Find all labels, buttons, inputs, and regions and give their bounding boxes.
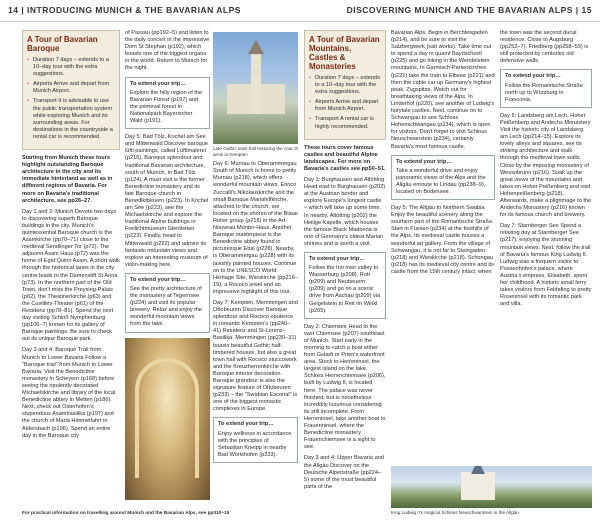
tour-box-list — [309, 75, 381, 131]
body-paragraph: Day 3 and 4: Baroque Trail from Munich to Lower Bavaria Follow a "Baroque trail" from Munich to Lower Bavaria. Visit the Benedictine monastery in Scheyern (p168) before seeing the opulently decorated Michaelskirche and library of the local Benedictine abbey in Metten (p186). Next, check out Osterhofen's stupendous Asambasilika (p197) and the church of Mariä Himmelfahrt in Aldersbach (p196). Spend an entire day in the Baroque city — [22, 347, 116, 439]
body-paragraph: Day 2: Chiemsee Head to the vast Chiemsee (p207) southeast of Munich. Start early in the morning to catch a boat either from Gstadt or Prien's waterfront area. Stock to Herreninsel, the largest island on the lake. Schloss Herrenchiemsee (p206), built by Ludwig II, is located here. The palace was never finished, but is nonetheless incredibly luxurious considering its still incomplete. From Herreninsel, take another boat to Frauenninsel, where the Benedictine monastery Frauenchiemsee is a sight to see. — [304, 323, 386, 451]
body-paragraph: of Passau (pp192–5) and listen to the daily concert in the impressive Dom St Stephan (p192), which boasts one of the biggest organs in the world. Return to Munich for the night. — [125, 30, 210, 72]
body-paragraph: Day 1: Burghausen and Altötting Head east to Burghausen (p202) at the Austrian border and explore Europe's longest castle – which will take up some time. In nearby, Altötting (p202) the Heilige Kapelle, which houses the famous Black Madonna is one of Germany's oldest Marian shrines and is worth a visit. — [304, 177, 386, 247]
extend-trip-title: To extend your trip… — [309, 255, 365, 262]
body-paragraph: Day 3 and 4: Upper Bavaria and the Allgäu Discover on the Deutsche Alpenstraße (pp224–5) some of the most beautiful parts of the — [304, 455, 384, 490]
castle-keep — [461, 472, 495, 500]
body-paragraph: Day 5: The Allgäu to Northern Swabia Enjoy the beautiful scenery along the southern part of the Romantische Straße. Start in Füssen (p234) at the foothills of the Alps. Its medieval castle houses a wonderful art gallery. From the village of Schwangau, it is not far to Steingaden (p218) and Wieskirche (p218). Schongau (p218) has its medieval city centre and its castle from the 15th century intact; when — [391, 205, 494, 275]
tour-box-item: • Transport A rental car is highly recommended. — [309, 116, 381, 130]
column-3 — [213, 30, 298, 500]
tour-box-item: • Duration 7 days – extends to a 10–day tour with the extra suggestions. — [309, 75, 381, 96]
building-tower — [251, 54, 261, 114]
tour-box-item: • Airports Arrive and depart from Munich Airport. — [309, 99, 381, 113]
arch-shape — [135, 358, 199, 478]
town-hall-photo — [213, 32, 298, 144]
extend-trip-title: To extend your trip… — [396, 158, 452, 165]
tour-intro: These tours cover famous castles and beautiful Alpine landscapes. For more on Bavaria's castles see pp50–51. — [304, 144, 386, 172]
tour-box-baroque — [22, 30, 120, 150]
extend-trip-box — [213, 417, 298, 462]
header-left: 14 | INTRODUCING MUNICH & THE BAVARIAN ALPS — [8, 5, 241, 15]
extend-trip-box — [391, 155, 495, 200]
extend-trip-box — [500, 69, 592, 107]
column-4 — [304, 30, 386, 508]
column-2 — [125, 30, 210, 500]
castle-spire — [471, 466, 485, 474]
column-6 — [500, 30, 592, 490]
extend-trip-title: To extend your trip… — [130, 80, 186, 87]
extend-trip-text: See the pretty architecture of the monastery at Tegernsee (p224) and visit its popular brewery. Relax and enjoy the wonderful mountain views from the lake. — [130, 286, 203, 328]
tour-box-list — [27, 57, 115, 141]
tour-box-title: A Tour of Bavarian Mountains, Castles & Monasteries — [309, 35, 380, 71]
extend-trip-box — [304, 252, 386, 319]
column-1 — [22, 30, 120, 508]
body-paragraph: the town was the second ducal residence. Close to Augsburg (pp252–7), Friedberg (pp258–59) is still protected by centuries old defensive walls. — [500, 30, 589, 65]
extend-trip-title: To extend your trip… — [130, 276, 186, 283]
extend-trip-title: To extend your trip… — [218, 421, 274, 428]
extend-trip-text: Explore the hilly region of the Bavarian Forest (p197) and the primeval forest in Nationalpark Bayerischer Wald (p191). — [130, 89, 203, 125]
tour-box-item: • Duration 7 days – extends to a 10–day tour with the extra suggestions. — [27, 57, 115, 78]
tour-box-item: • Airports Arrive and depart from Munich Airport. — [27, 81, 115, 95]
extend-trip-box — [125, 77, 210, 130]
extend-trip-text: Enjoy wellness in accordance with the principles of Sebastian Kneipp in nearby Bad Wörishofen (p233). — [218, 430, 292, 458]
page-footer: For practical information on travelling around Munich and the Bavarian Alps, see pp310–15 — [22, 511, 230, 516]
theatre-interior-photo — [125, 338, 210, 500]
extend-trip-box — [125, 273, 210, 333]
body-paragraph: Day 7: Starnberger See Spend a relaxing day at Starnberger See (p217), enjoying the stunning mountain views. Next, follow the trail of Bavaria's famous King Ludwig II. Ludwig was a frequent visitor to Possenhofen's palace, where Austria's empress, Elisabeth, spent her childhood. A historic small ferry takes visitors from Feldafing to pretty Roseninsel with its romantic park and villa. — [500, 223, 592, 308]
extend-trip-text: Follow the Inn river valley to Wasserburg (p208), Rott (p209) and Neubeuern (p209) and go on a scenic drive from Aschau (p209) via Geigelstein to Reit im Winkl (p205). — [309, 265, 381, 314]
photo-caption: King Ludwig II's magical Schloss Neuschwanstein in the Allgäu — [391, 510, 519, 515]
body-paragraph: Day 5: Bad Tölz, Kochel am See and Mittenwald Discover baroque lüftl paintings, called Lüftlmalerei (p216), Baroque splendour and traditional Bavarian architecture, south of Munich, in Bad Tölz (p124). A must visit is the former Benedictine monastery and its late Baroque church in Benediktbeuern (p223). In Kochel am See (p223), see the Michaelskirche and explore the traditional Alpine buildings in Freilichtmuseum Glentleiten (p223). Finally, head to Mittenwald (p222) and admire its fantastic mountain views and explore an interesting museum of violin-making here. — [125, 134, 209, 268]
tour-box-title: A Tour of Bavarian Baroque — [27, 35, 98, 53]
column-5 — [391, 30, 495, 490]
tour-box-item: • Transport It is advisable to use the public transportation system while exploring Munich and its surrounding areas. For destinations in the countryside a rental car is recommended. — [27, 98, 115, 141]
extend-trip-text: Take a wonderful drive and enjoy panoramic views of the Alps and the Allgäu enroute to Lindau (pp238–9), located on Bodensee. — [396, 167, 486, 195]
body-paragraph: Day 1 and 2: Munich Devote two days to discovering superb Baroque buildings in the city. Munich's quintessential Baroque church is the Asamkirche (pp70–71) close to the medieval Sendlinger Tor (p72). The adjacent Asam Haus (p72) was the home of Egid Quirin Asam. A short walk through the historical lanes in the city centre leads to the Damenstift St Anna (p73). In the northern part of the Old Town, don't miss the Preysing-Palais (p62), the Theatinerkirche (p63) and the Cuvilliés-Theater (p61) of the Residenz (pp78–81). Spend the next day visiting Schloß Nymphenburg (pp106–7) known for its gallery of Baroque paintings. Be sure to check out its unique Baroque park. — [22, 208, 120, 343]
body-paragraph: Day 6: Murnau to Oberammergau South of Munich is home to pretty Murnau (p218), which offers wonderful mountain views. Enrico Zuccalli's Nikolauskirche and the small Baroque Mariahilfkirche, attached to the church, are located on the shores of the Blaue Reiter group (p218) in the Art Nouveau Münter-Haus. Another Baroque masterpiece is the Benedictine abbey found in picturesque Ettal (p228). Nearby, is Oberammergau (p228) with its lavishly painted houses. Continue on to the UNESCO World Heritage Site, Wieskirche (pp216–19), a Rococo jewel and an impressive highlight of this tour. — [213, 161, 298, 295]
body-paragraph: Bavarian Alps. Begin in Berchtesgaden (p214), and be sure to visit the Salzbergwerk (salt works). Take time out to spend a day in quaint Bayrischzell (p225) and go hiking in the Wendelstein mountains. In Garmisch-Partenkirchen (p221) take the train to Eibsee (p221) and then the cable car up Germany's highest peak, Zugspitze. Watch out for breathtaking views of the Alps. In Linderhof (p220), see another of Ludwig's fairytale castles. Next, continue on to Schwangau to see Schloss Hohenschwangau (p234), which is open for visitors. Don't forget to visit Schloss Neuschwanstein (p234), certainly Bavaria's most famous castle. — [391, 30, 495, 150]
tour-box-castles — [304, 30, 386, 140]
body-paragraph: Day 7: Kempten, Memmingen and Ottobeuren Discover Baroque splendour and Rococo opulence in romantic Kempten's (pp240–41) Residenz and St-Lorenz-Basilika. Memmingen (pp230–31) boasts beautiful Gothic half-timbered houses, but also a great town hall with Rococo stuccowork and the Kreuzherrenkirche with Baroque interior decoration. Baroque grandeur is also the signature feature of Ottobeuren (p233) – the "Swabian Escorial" is one of the biggest monastic complexes in Europe. — [213, 299, 298, 413]
photo-caption: Late Gothic town hall featuring the coat of arms in Kempten — [213, 146, 298, 157]
tour-intro: Starting from Munich these tours highlight outstanding Baroque architecture in the city and its immediate hinterland as well as in different regions of Bavaria. For more on Bavaria's traditional architecture, see pp26–27. — [22, 155, 113, 204]
header-right: DISCOVERING MUNICH AND THE BAVARIAN ALPS | 15 — [346, 5, 592, 15]
extend-trip-text: Follow the Romantische Straße north up to Würzburg in Franconia. — [505, 82, 584, 103]
neuschwanstein-photo — [391, 466, 592, 508]
page-header — [0, 0, 600, 22]
extend-trip-title: To extend your trip… — [505, 73, 561, 80]
body-paragraph: Day 6: Landsberg am Lech, Hoher Peißenberg and Andechs Monastery Visit the historic city of Landsberg am Lech (pp214–15). Explore its lovely alleys and squares, see its striking architecture and walk through the medieval town walls. Close by the imposing monastery of Wessobrunn (p216). Soak up the great views of the mountains and lakes on Hoher Peißenberg and visit Hohenpeißenberg (p218). Afterwards, make a pilgrimage to the Andechs Monastery (p216) known for its famous church and brewery. — [500, 112, 592, 219]
